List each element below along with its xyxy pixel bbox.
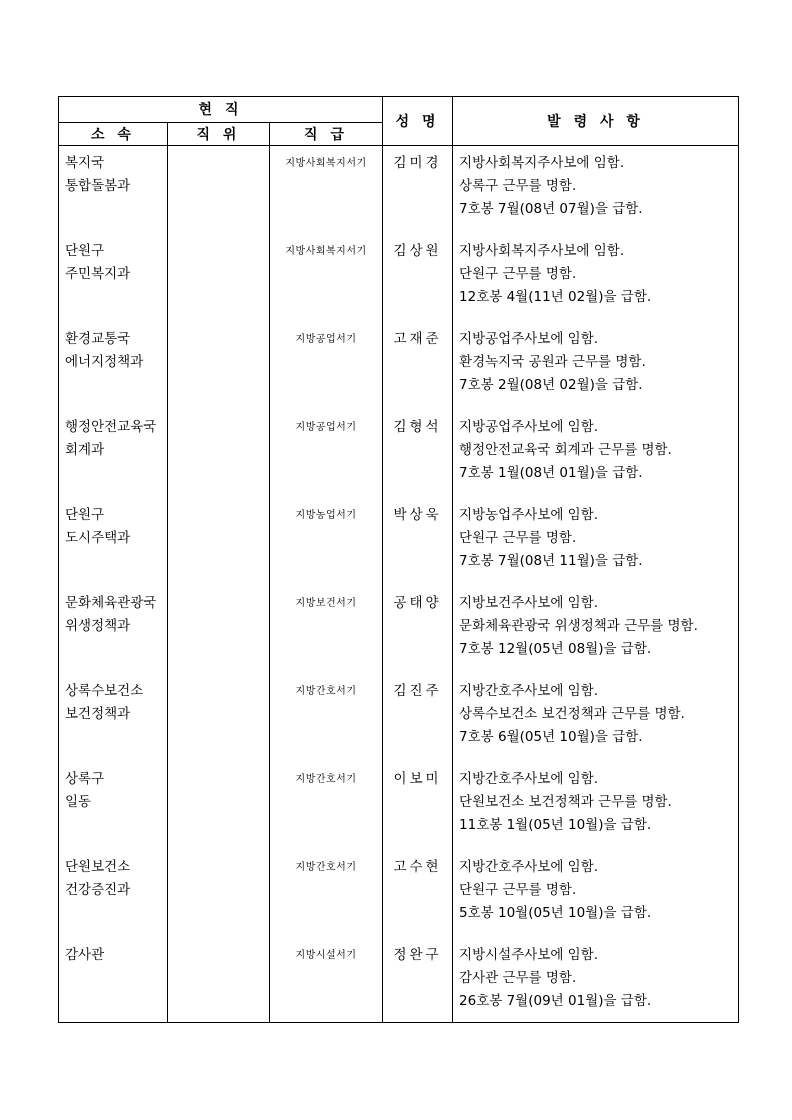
affiliation-cell xyxy=(59,234,168,322)
name-cell xyxy=(383,410,453,498)
department-name: 단원구 xyxy=(65,507,105,523)
affiliation-cell xyxy=(59,762,168,850)
order-line: 7호봉 7월(08년 11월)을 급함. xyxy=(459,553,643,569)
order-line: 7호봉 12월(05년 08월)을 급함. xyxy=(459,641,652,657)
person-name: 고수현 xyxy=(393,859,442,875)
position-cell xyxy=(168,674,270,762)
person-name: 공태양 xyxy=(393,595,442,611)
department-name: 단원구 xyxy=(65,243,105,259)
order-line: 12호봉 4월(11년 02월)을 급함. xyxy=(459,289,652,305)
order-line: 단원보건소 보건정책과 근무를 명함. xyxy=(459,794,672,810)
position-value xyxy=(168,410,269,498)
person-name: 고재준 xyxy=(393,331,442,347)
person-name: 김미경 xyxy=(393,155,442,171)
order-line: 상록수보건소 보건정책과 근무를 명함. xyxy=(459,706,685,722)
person-name: 이보미 xyxy=(393,771,442,787)
header-name: 성 명 xyxy=(383,97,453,146)
orders-cell xyxy=(453,674,739,762)
position-value xyxy=(168,850,269,938)
grade-cell xyxy=(270,234,383,322)
division-name: 회계과 xyxy=(65,442,105,458)
affiliation-cell xyxy=(59,674,168,762)
order-line: 지방간호주사보에 임함. xyxy=(459,683,599,699)
division-name: 일동 xyxy=(65,794,92,810)
grade-value: 지방공업서기 xyxy=(295,422,357,433)
affiliation-cell xyxy=(59,498,168,586)
grade-value: 지방보건서기 xyxy=(295,598,357,609)
division-name: 건강증진과 xyxy=(65,882,131,898)
grade-value: 지방간호서기 xyxy=(295,862,357,873)
grade-value: 지방간호서기 xyxy=(295,686,357,697)
grade-cell xyxy=(270,146,383,235)
order-line: 행정안전교육국 회계과 근무를 명함. xyxy=(459,442,672,458)
table-row xyxy=(59,762,739,850)
orders-cell xyxy=(453,762,739,850)
division-name: 보건정책과 xyxy=(65,706,131,722)
grade-cell xyxy=(270,322,383,410)
table-row xyxy=(59,674,739,762)
orders-cell xyxy=(453,850,739,938)
division-name: 주민복지과 xyxy=(65,266,131,282)
orders-cell xyxy=(453,322,739,410)
grade-value: 지방공업서기 xyxy=(295,334,357,345)
order-line: 단원구 근무를 명함. xyxy=(459,266,577,282)
order-line: 감사관 근무를 명함. xyxy=(459,970,577,986)
person-name: 김상원 xyxy=(393,243,442,259)
position-value xyxy=(168,322,269,410)
position-value xyxy=(168,586,269,674)
order-line: 지방공업주사보에 임함. xyxy=(459,331,599,347)
position-value xyxy=(168,938,269,1022)
order-line: 단원구 근무를 명함. xyxy=(459,882,577,898)
position-cell xyxy=(168,498,270,586)
name-cell xyxy=(383,234,453,322)
affiliation-cell xyxy=(59,938,168,1023)
header-affiliation: 소 속 xyxy=(59,122,168,145)
position-cell xyxy=(168,322,270,410)
affiliation-cell xyxy=(59,410,168,498)
orders-cell xyxy=(453,938,739,1023)
table-row xyxy=(59,234,739,322)
order-line: 지방간호주사보에 임함. xyxy=(459,771,599,787)
order-line: 문화체육관광국 위생정책과 근무를 명함. xyxy=(459,618,698,634)
department-name: 환경교통국 xyxy=(65,331,131,347)
grade-cell xyxy=(270,938,383,1023)
department-name: 복지국 xyxy=(65,155,105,171)
order-line: 7호봉 6월(05년 10월)을 급함. xyxy=(459,729,643,745)
grade-value: 지방농업서기 xyxy=(295,510,357,521)
position-value xyxy=(168,674,269,762)
position-cell xyxy=(168,850,270,938)
department-name: 감사관 xyxy=(65,947,105,963)
grade-cell xyxy=(270,762,383,850)
order-line: 11호봉 1월(05년 10월)을 급함. xyxy=(459,817,652,833)
grade-cell xyxy=(270,586,383,674)
order-line: 지방농업주사보에 임함. xyxy=(459,507,599,523)
position-value xyxy=(168,762,269,850)
table-row xyxy=(59,850,739,938)
position-cell xyxy=(168,938,270,1023)
personnel-orders-table xyxy=(58,96,739,1023)
grade-cell xyxy=(270,850,383,938)
orders-cell xyxy=(453,586,739,674)
position-value xyxy=(168,234,269,322)
grade-value: 지방간호서기 xyxy=(295,774,357,785)
division-name: 도시주택과 xyxy=(65,530,131,546)
header-grade: 직 급 xyxy=(270,122,383,145)
grade-cell xyxy=(270,410,383,498)
name-cell xyxy=(383,762,453,850)
table-row xyxy=(59,146,739,235)
position-cell xyxy=(168,146,270,235)
position-cell xyxy=(168,410,270,498)
header-current-position: 현 직 xyxy=(59,97,383,123)
orders-cell xyxy=(453,498,739,586)
order-line: 지방사회복지주사보에 임함. xyxy=(459,155,625,171)
person-name: 박상욱 xyxy=(393,507,442,523)
position-cell xyxy=(168,586,270,674)
department-name: 상록수보건소 xyxy=(65,683,144,699)
name-cell xyxy=(383,498,453,586)
header-orders: 발 령 사 항 xyxy=(453,97,739,146)
table-row xyxy=(59,410,739,498)
header-position: 직 위 xyxy=(168,122,270,145)
affiliation-cell xyxy=(59,850,168,938)
grade-value: 지방사회복지서기 xyxy=(285,246,367,257)
name-cell xyxy=(383,850,453,938)
order-line: 26호봉 7월(09년 01월)을 급함. xyxy=(459,993,652,1009)
affiliation-cell xyxy=(59,146,168,235)
order-line: 환경녹지국 공원과 근무를 명함. xyxy=(459,354,646,370)
grade-cell xyxy=(270,498,383,586)
name-cell xyxy=(383,322,453,410)
order-line: 단원구 근무를 명함. xyxy=(459,530,577,546)
position-cell xyxy=(168,234,270,322)
division-name: 통합돌봄과 xyxy=(65,178,131,194)
person-name: 김진주 xyxy=(393,683,442,699)
order-line: 7호봉 2월(08년 02월)을 급함. xyxy=(459,377,643,393)
name-cell xyxy=(383,586,453,674)
division-name: 에너지정책과 xyxy=(65,354,144,370)
order-line: 지방시설주사보에 임함. xyxy=(459,947,599,963)
order-line: 지방공업주사보에 임함. xyxy=(459,419,599,435)
department-name: 단원보건소 xyxy=(65,859,131,875)
table-row xyxy=(59,498,739,586)
person-name: 정완구 xyxy=(393,947,442,963)
table-row xyxy=(59,938,739,1023)
grade-value: 지방시설서기 xyxy=(295,950,357,961)
table-row xyxy=(59,586,739,674)
name-cell xyxy=(383,674,453,762)
order-line: 상록구 근무를 명함. xyxy=(459,178,577,194)
order-line: 지방보건주사보에 임함. xyxy=(459,595,599,611)
order-line: 7호봉 1월(08년 01월)을 급함. xyxy=(459,465,643,481)
grade-value: 지방사회복지서기 xyxy=(285,158,367,169)
affiliation-cell xyxy=(59,322,168,410)
order-line: 지방사회복지주사보에 임함. xyxy=(459,243,625,259)
orders-cell xyxy=(453,146,739,235)
name-cell xyxy=(383,938,453,1023)
position-cell xyxy=(168,762,270,850)
grade-cell xyxy=(270,674,383,762)
department-name: 상록구 xyxy=(65,771,105,787)
orders-cell xyxy=(453,410,739,498)
order-line: 지방간호주사보에 임함. xyxy=(459,859,599,875)
position-value xyxy=(168,498,269,586)
table-row xyxy=(59,322,739,410)
order-line: 7호봉 7월(08년 07월)을 급함. xyxy=(459,201,643,217)
orders-cell xyxy=(453,234,739,322)
affiliation-cell xyxy=(59,586,168,674)
department-name: 문화체육관광국 xyxy=(65,595,157,611)
division-name: 위생정책과 xyxy=(65,618,131,634)
department-name: 행정안전교육국 xyxy=(65,419,157,435)
person-name: 김형석 xyxy=(393,419,442,435)
name-cell xyxy=(383,146,453,235)
order-line: 5호봉 10월(05년 10월)을 급함. xyxy=(459,905,652,921)
position-value xyxy=(168,146,269,234)
